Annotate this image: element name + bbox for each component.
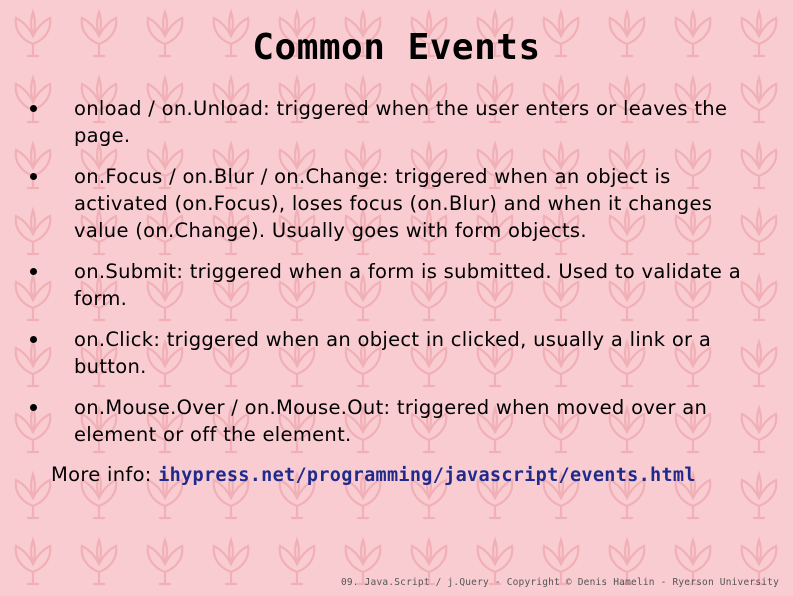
bullet-item <box>28 394 768 448</box>
bullet-item <box>28 95 768 149</box>
more-info-link[interactable]: ihypress.net/programming/javascript/events.html <box>158 465 696 486</box>
bullet-text: on.Click: triggered when an object in clicked, usually a link or a button. <box>74 328 712 378</box>
bullet-text: on.Focus / on.Blur / on.Change: triggered when an object is activated (on.Focus), loses focus (on.Blur) and when it changes value (on.Change). Usually goes with form objects. <box>74 165 713 242</box>
slide-title: Common Events <box>252 27 541 68</box>
bullet-dot-icon <box>30 173 37 180</box>
bullet-dot-icon <box>30 105 37 112</box>
bullet-list <box>28 95 768 462</box>
bullet-item <box>28 326 768 380</box>
bullet-text: on.Mouse.Over / on.Mouse.Out: triggered when moved over an element or off the element. <box>74 396 708 446</box>
bullet-dot-icon <box>30 336 37 343</box>
bullet-item <box>28 163 768 244</box>
bullet-text: on.Submit: triggered when a form is submitted. Used to validate a form. <box>74 260 741 310</box>
bullet-item <box>28 258 768 312</box>
bullet-text: onload / on.Unload: triggered when the user enters or leaves the page. <box>74 97 728 147</box>
more-info-label: More info: <box>51 463 152 486</box>
bullet-dot-icon <box>30 404 37 411</box>
bullet-dot-icon <box>30 268 37 275</box>
more-info-line <box>51 461 771 489</box>
slide-footer: 09. Java.Script / j.Query - Copyright © Denis Hamelin - Ryerson University <box>340 577 779 588</box>
